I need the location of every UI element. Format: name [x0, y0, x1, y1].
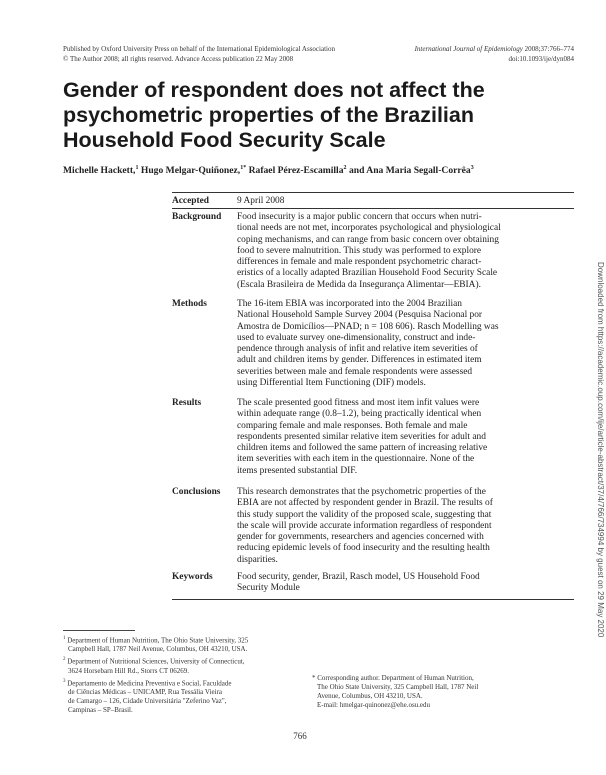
- doi-line: doi:10.1093/ije/dyn084: [508, 55, 574, 63]
- text-line: This research demonstrates that the psychometric properties of the: [237, 487, 486, 497]
- text-line: pendence through analysis of infit and relative item severities of: [237, 344, 478, 355]
- publisher-line: Published by Oxford University Press on behalf of the International Epidemiological Association: [63, 45, 335, 53]
- text-line: coping mechanisms, and can range from basic concern over obtaining: [237, 234, 499, 245]
- text-line: Departamento de Medicina Preventiva e Social, Faculdade: [67, 678, 232, 687]
- section-text: [237, 299, 572, 389]
- abstract-divider: [172, 208, 574, 209]
- text-line: Amostra de Domicílios—PNAD; n = 108 606). Rasch Modelling was: [237, 321, 499, 332]
- text-line: disparities.: [237, 554, 278, 565]
- text-line: Campinas – SP–Brasil.: [68, 705, 133, 714]
- author-name: Michelle Hackett,: [63, 165, 136, 177]
- section-text: [237, 398, 572, 477]
- abstract-top-rule: [172, 192, 574, 193]
- text-line: E-mail: hmelgar-quinonez@ehe.osu.edu: [317, 701, 431, 709]
- section-label: Methods: [172, 299, 207, 309]
- abstract-bottom-rule: [172, 599, 574, 600]
- footnote-number: 1: [63, 636, 66, 641]
- text-line: items presented substantial DIF.: [237, 465, 358, 476]
- text-line: gender for governments, researchers and agencies concerned with: [237, 532, 484, 543]
- text-line: item severities with each item in the questionnaire. None of the: [237, 454, 475, 465]
- text-line: this study support the validity of the proposed scale, suggesting that: [237, 509, 492, 520]
- text-line: The 16-item EBIA was incorporated into the 2004 Brazilian: [237, 299, 462, 309]
- author-name: and Ana Maria Segall-Corrêa: [348, 165, 471, 177]
- text-line: the scale will provide accurate information regardless of respondent: [237, 520, 492, 531]
- footnote-number: 3: [63, 678, 66, 684]
- journal-citation: 2008;37:766–774: [524, 45, 574, 53]
- text-line: Food insecurity is a major public concern that occurs when nutri-: [237, 212, 482, 222]
- footnote-number: 2: [63, 657, 66, 663]
- text-line: eristics of a locally adapted Brazilian Household Food Security Scale: [237, 268, 498, 279]
- author-affiliation: 1*: [240, 165, 247, 171]
- section-label: Background: [172, 212, 222, 222]
- text-line: within adequate range (0.8–1.2), being practically identical when: [237, 409, 482, 420]
- text-line: Department of Human Nutrition, The Ohio State University, 325: [67, 636, 249, 645]
- section-label: Results: [172, 398, 202, 408]
- footnote-affiliation-3: [63, 677, 308, 715]
- text-line: Campbell Hall, 1787 Neil Avenue, Columbus, OH 43210, USA.: [68, 645, 248, 654]
- text-line: adult and children items by gender. Differences in estimated item: [237, 355, 482, 366]
- text-line: Security Module: [237, 583, 300, 594]
- author-list: [63, 162, 573, 177]
- footnote-affiliation-1: [63, 634, 308, 654]
- page-number: 766: [293, 731, 307, 741]
- text-line: severities between male and female respondents were assessed: [237, 366, 473, 377]
- publisher-header: [63, 44, 393, 64]
- section-label: Conclusions: [172, 487, 221, 497]
- author-affiliation: 2: [343, 165, 347, 171]
- section-text: [237, 487, 572, 566]
- article-title: Gender of respondent does not affect the psychometric properties of the Brazilian Household Food Security Scale: [63, 78, 485, 152]
- text-line: using Differential Item Functioning (DIF) models.: [237, 378, 426, 389]
- text-line: reducing epidemic levels of food insecurity and the resulting health: [237, 543, 490, 554]
- section-text: [237, 572, 572, 595]
- section-text: [237, 212, 572, 291]
- journal-header: [380, 44, 574, 64]
- author-name: Hugo Melgar-Quiñonez,: [140, 165, 241, 177]
- author-affiliation: 1: [135, 165, 139, 171]
- text-line: National Household Sample Survey 2004 (Pesquisa Nacional por: [237, 310, 483, 321]
- footnote-affiliation-2: [63, 655, 308, 675]
- text-line: (Escala Brasileira de Medida da Insegurança Alimentar—EBIA).: [237, 279, 481, 290]
- text-line: Food security, gender, Brazil, Rasch model, US Household Food: [237, 572, 480, 582]
- text-line: tional needs are not met, incorporates psychological and physiological: [237, 223, 501, 234]
- text-line: The Ohio State University, 325 Campbell Hall, 1787 Neil: [317, 683, 479, 691]
- text-line: respondents presented similar relative item severities for adult and: [237, 431, 486, 442]
- accepted-label: Accepted: [172, 196, 209, 206]
- accepted-date: 9 April 2008: [237, 196, 285, 206]
- section-label: Keywords: [172, 572, 213, 582]
- download-watermark: Downloaded from https://academic.oup.com/ije/article-abstract/37/4/766/734994 by guest on 29 May 2020: [596, 262, 605, 638]
- text-line: used to evaluate survey one-dimensionality, construct and inde-: [237, 332, 476, 343]
- author-name: Rafael Pérez-Escamilla: [248, 165, 344, 177]
- text-line: comparing female and male responses. Both female and male: [237, 420, 468, 431]
- footnote-corresponding-author: [312, 674, 574, 710]
- text-line: de Camargo – 126, Cidade Universitária "Zeferino Vaz",: [68, 696, 227, 705]
- footnote-rule: [63, 630, 135, 631]
- footnote-mark: *: [312, 674, 316, 682]
- text-line: The scale presented good fitness and most item infit values were: [237, 398, 480, 408]
- text-line: de Ciências Médicas – UNICAMP, Rua Tessália Vieira: [68, 687, 222, 696]
- text-line: 3624 Horsebarn Hill Rd., Storrs CT 06269.: [68, 666, 190, 675]
- text-line: Avenue, Columbus, OH 43210, USA.: [317, 692, 423, 700]
- text-line: food to severe malnutrition. This study was performed to explore: [237, 245, 482, 256]
- journal-name: International Journal of Epidemiology: [414, 45, 523, 53]
- text-line: EBIA are not affected by respondent gender in Brazil. The results of: [237, 498, 493, 509]
- text-line: differences in female and male respondent psychometric charact-: [237, 257, 482, 268]
- footnotes-left: [63, 634, 308, 715]
- copyright-line: © The Author 2008; all rights reserved. Advance Access publication 22 May 2008: [63, 55, 294, 63]
- author-affiliation: 3: [470, 165, 474, 171]
- text-line: Department of Nutritional Sciences, University of Connecticut,: [67, 657, 245, 666]
- text-line: children items and followed the same pattern of increasing relative: [237, 443, 488, 454]
- text-line: Corresponding author. Department of Human Nutrition,: [317, 674, 474, 682]
